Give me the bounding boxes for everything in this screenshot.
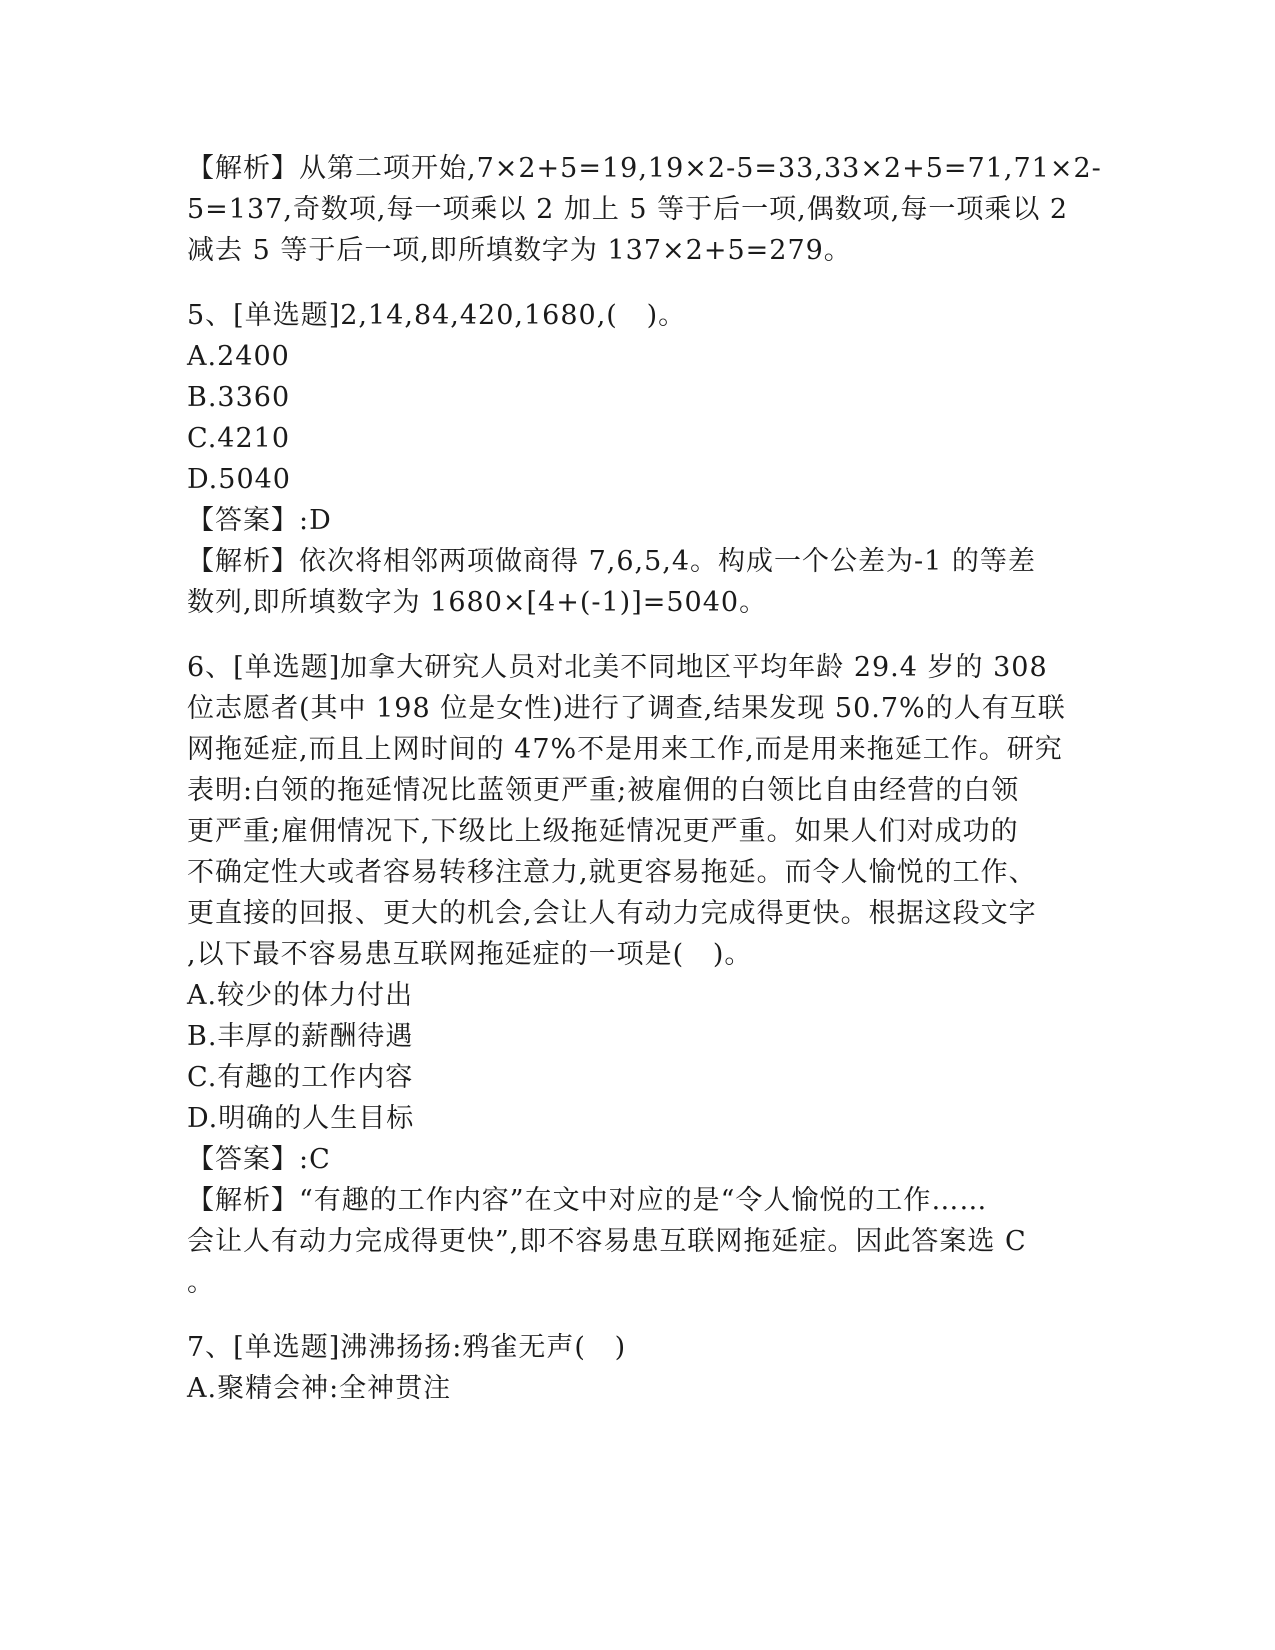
document-page <box>187 148 1102 1409</box>
option-d: D.明确的人生目标 <box>187 1103 415 1134</box>
option-b: B.3360 <box>187 382 291 413</box>
option-a: A.较少的体力付出 <box>187 980 414 1011</box>
question-stem: ,以下最不容易患互联网拖延症的一项是( )。 <box>187 939 753 970</box>
question-stem: 位志愿者(其中 198 位是女性)进行了调查,结果发现 50.7%的人有互联 <box>187 693 1066 724</box>
option-d: D.5040 <box>187 464 291 495</box>
question-stem: 5、[单选题]2,14,84,420,1680,( )。 <box>187 300 687 331</box>
question-5 <box>187 295 1087 623</box>
question-stem: 网拖延症,而且上网时间的 47%不是用来工作,而是用来拖延工作。研究 <box>187 734 1063 765</box>
question-stem: 更严重;雇佣情况下,下级比上级拖延情况更严重。如果人们对成功的 <box>187 816 1019 847</box>
question-4-analysis <box>187 148 1102 271</box>
question-stem: 7、[单选题]沸沸扬扬:鸦雀无声( ) <box>187 1332 627 1363</box>
analysis-line: 减去 5 等于后一项,即所填数字为 137×2+5=279。 <box>187 235 852 266</box>
option-a: A.聚精会神:全神贯注 <box>187 1373 452 1404</box>
analysis-line: 5=137,奇数项,每一项乘以 2 加上 5 等于后一项,偶数项,每一项乘以 2 <box>187 194 1069 225</box>
question-stem: 不确定性大或者容易转移注意力,就更容易拖延。而令人愉悦的工作、 <box>187 857 1037 888</box>
analysis-line: 【解析】依次将相邻两项做商得 7,6,5,4。构成一个公差为-1 的等差 <box>187 546 1036 577</box>
analysis-line: 【解析】从第二项开始,7×2+5=19,19×2-5=33,33×2+5=71,71×2- <box>187 153 1102 184</box>
analysis-line: 。 <box>187 1267 215 1298</box>
analysis-line: 【解析】“有趣的工作内容”在文中对应的是“令人愉悦的工作…… <box>187 1185 988 1216</box>
answer-line: 【答案】:D <box>187 505 332 536</box>
question-stem: 更直接的回报、更大的机会,会让人有动力完成得更快。根据这段文字 <box>187 898 1037 929</box>
option-c: C.4210 <box>187 423 290 454</box>
option-a: A.2400 <box>187 341 290 372</box>
question-7 <box>187 1327 1087 1409</box>
analysis-line: 会让人有动力完成得更快”,即不容易患互联网拖延症。因此答案选 C <box>187 1226 1027 1257</box>
question-6 <box>187 647 1087 1303</box>
question-stem: 6、[单选题]加拿大研究人员对北美不同地区平均年龄 29.4 岁的 308 <box>187 652 1048 683</box>
option-c: C.有趣的工作内容 <box>187 1062 414 1093</box>
analysis-line: 数列,即所填数字为 1680×[4+(-1)]=5040。 <box>187 587 768 618</box>
answer-line: 【答案】:C <box>187 1144 331 1175</box>
option-b: B.丰厚的薪酬待遇 <box>187 1021 414 1052</box>
question-stem: 表明:白领的拖延情况比蓝领更严重;被雇佣的白领比自由经营的白领 <box>187 775 1020 806</box>
